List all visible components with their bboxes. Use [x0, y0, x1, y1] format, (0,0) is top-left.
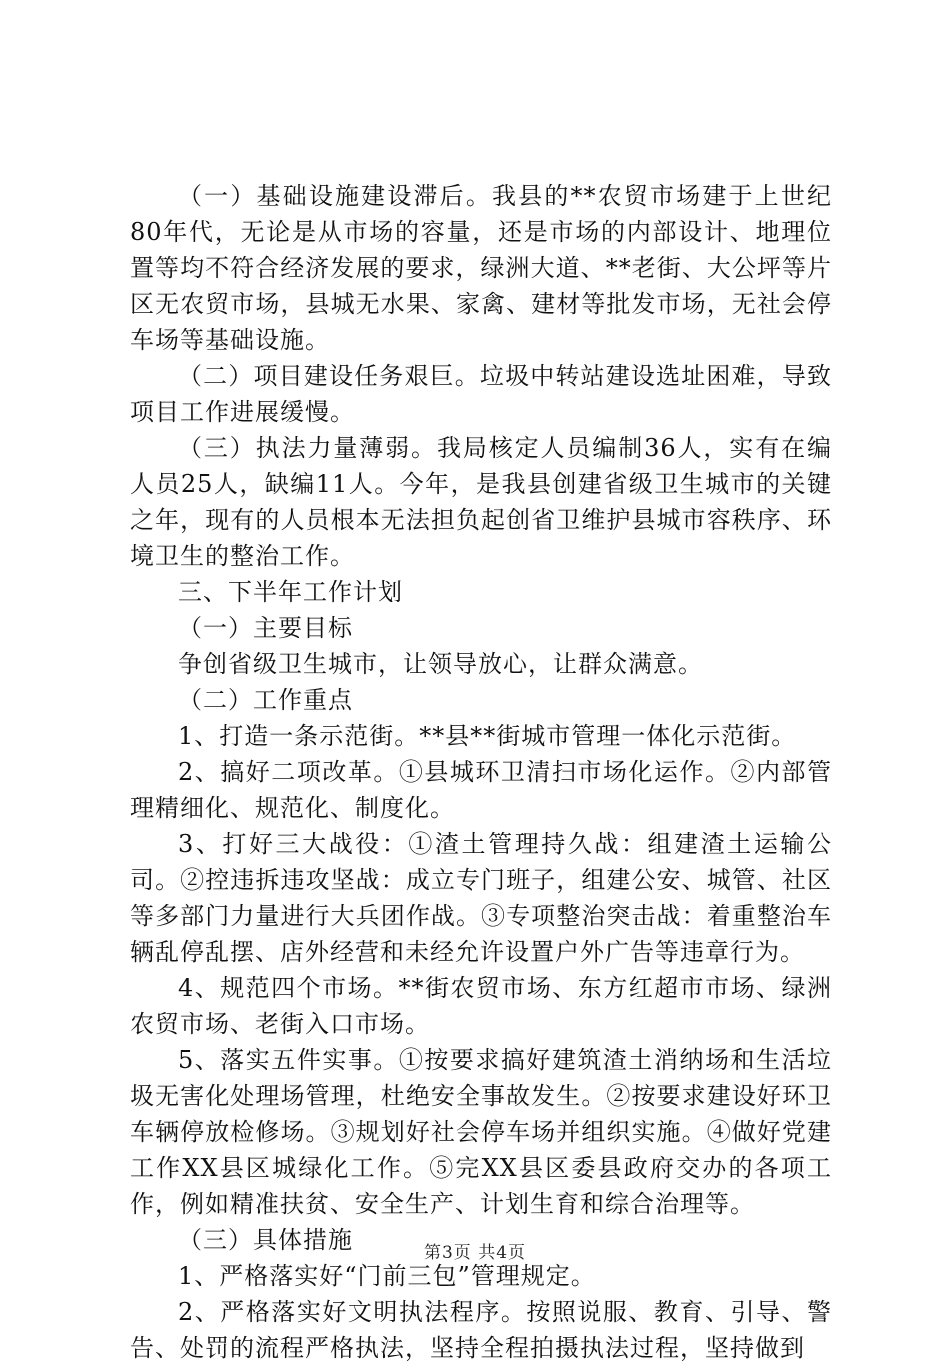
- list-item-four-markets: 4、规范四个市场。**街农贸市场、东方红超市市场、绿洲农贸市场、老街入口市场。: [130, 974, 832, 1038]
- page-number-footer: 第3页 共4页: [423, 1243, 527, 1263]
- section-heading-plan: 三、下半年工作计划: [178, 578, 403, 606]
- list-item-demo-street: 1、打造一条示范街。**县**街城市管理一体化示范街。: [178, 722, 797, 750]
- subheading-specific-measures: （三）具体措施: [178, 1226, 353, 1254]
- paragraph-infrastructure: （一）基础设施建设滞后。我县的**农贸市场建于上世纪80年代，无论是从市场的容量，还是市场的内部设计、地理位置等均不符合经济发展的要求，绿洲大道、**老街、大公坪等片区无农贸市场，县城无水果、家禽、建材等批发市场，无社会停车场等基础设施。: [130, 182, 832, 354]
- list-item-five-tasks: 5、落实五件实事。①按要求搞好建筑渣土消纳场和生活垃圾无害化处理场管理，杜绝安全事故发生。②按要求建设好环卫车辆停放检修场。③规划好社会停车场并组织实施。④做好党建工作XX县区城绿化工作。⑤完XX县区委县政府交办的各项工作，例如精准扶贫、安全生产、计划生育和综合治理等。: [130, 1046, 832, 1218]
- subheading-main-goal: （一）主要目标: [178, 614, 353, 642]
- list-item-three-guarantees: 1、严格落实好“门前三包”管理规定。: [178, 1262, 596, 1290]
- paragraph-main-goal: 争创省级卫生城市，让领导放心，让群众满意。: [178, 650, 703, 678]
- document-body: [130, 178, 832, 1366]
- paragraph-project-construction: （二）项目建设任务艰巨。垃圾中转站建设选址困难，导致项目工作进展缓慢。: [130, 362, 832, 426]
- subheading-work-focus: （二）工作重点: [178, 686, 353, 714]
- paragraph-enforcement-staff: （三）执法力量薄弱。我局核定人员编制36人，实有在编人员25人，缺编11人。今年，是我县创建省级卫生城市的关键之年，现有的人员根本无法担负起创省卫维护县城市容秩序、环境卫生的整治工作。: [130, 434, 832, 570]
- list-item-three-campaigns: 3、打好三大战役：①渣土管理持久战：组建渣土运输公司。②控违拆违攻坚战：成立专门班子，组建公安、城管、社区等多部门力量进行大兵团作战。③专项整治突击战：着重整治车辆乱停乱摆、店外经营和未经允许设置户外广告等违章行为。: [130, 830, 832, 966]
- list-item-two-reforms: 2、搞好二项改革。①县城环卫清扫市场化运作。②内部管理精细化、规范化、制度化。: [130, 758, 832, 822]
- list-item-civil-enforcement: 2、严格落实好文明执法程序。按照说服、教育、引导、警告、处罚的流程严格执法，坚持全程拍摄执法过程，坚持做到: [130, 1298, 832, 1362]
